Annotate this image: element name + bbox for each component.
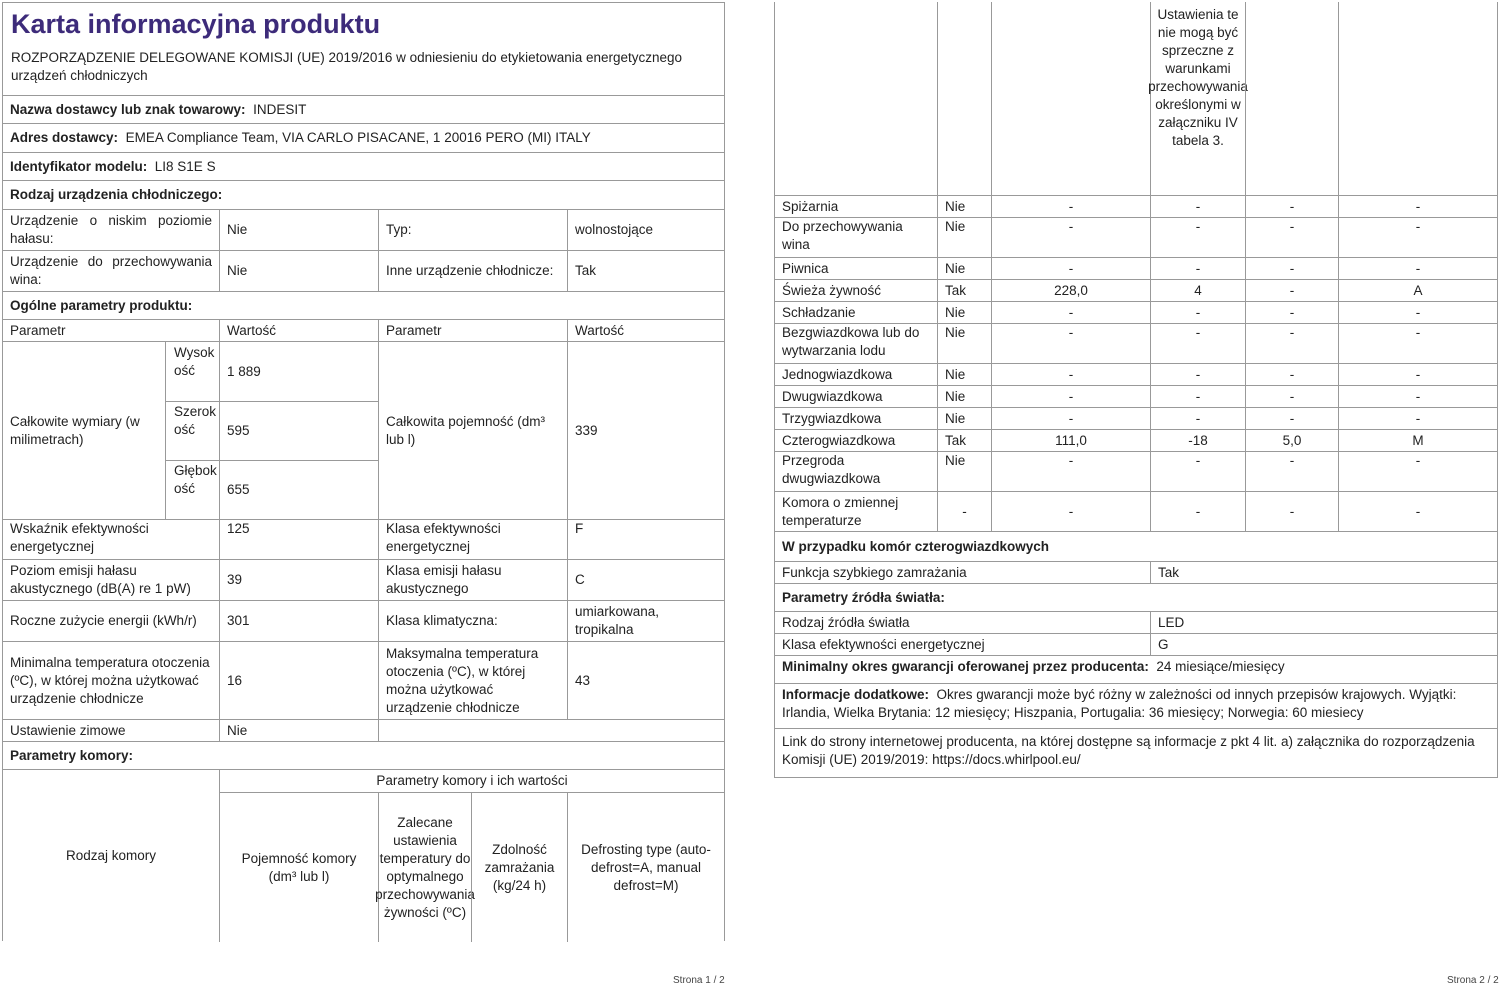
- noise-label: Poziom emisji hałasu akustycznego (dB(A) re 1 pW): [10, 563, 191, 596]
- light-type-value: LED: [1150, 612, 1497, 633]
- warranty-row: [775, 655, 1497, 683]
- compartment-temp: -: [1150, 364, 1245, 385]
- compartment-name: Bezgwiazdkowa lub do wytwarzania lodu: [782, 325, 920, 358]
- compartment-volume: 111,0: [991, 430, 1150, 451]
- fast-freeze-value: Tak: [1150, 562, 1497, 583]
- compartment-name: Piwnica: [782, 260, 829, 276]
- light-type-label: Rodzaj źródła światła: [782, 614, 910, 630]
- compartment-temp: -: [1150, 408, 1245, 429]
- param-header-row: [3, 319, 724, 341]
- climate-label: Klasa klimatyczna:: [378, 601, 567, 641]
- compartment-volume: -: [991, 492, 1150, 531]
- noise-class-label: Klasa emisji hałasu akustycznego: [378, 560, 567, 600]
- comp-type-header: Rodzaj komory: [65, 848, 157, 863]
- noise-class-value: C: [567, 560, 724, 600]
- width-label: Szerokość: [165, 401, 219, 460]
- eclass-value: F: [567, 520, 724, 559]
- compartment-present: Nie: [937, 364, 991, 385]
- compartment-present: Nie: [937, 408, 991, 429]
- compartment-temp: -: [1150, 492, 1245, 531]
- compartment-defrost: -: [1338, 364, 1497, 385]
- compartment-temp: -18: [1150, 430, 1245, 451]
- compartment-temp: -: [1150, 258, 1245, 279]
- compartment-freeze: -: [1245, 302, 1338, 323]
- temp-row: [3, 641, 724, 719]
- warranty-label: Minimalny okres gwarancji oferowanej przez producenta:: [782, 659, 1149, 674]
- climate-value: umiarkowana, tropikalna: [567, 601, 724, 641]
- manufacturer-link[interactable]: Link do strony internetowej producenta, na której dostępne są informacje z pkt 4 lit. a) załącznika do rozporządzenia Komisji (UE) 2019/2019: https://docs.whirlpool.eu/: [782, 734, 1475, 767]
- model-value: LI8 S1E S: [154, 158, 216, 174]
- compartment-present: Tak: [937, 430, 991, 451]
- dimensions-label: Całkowite wymiary (w milimetrach): [10, 413, 140, 447]
- compartment-volume: -: [991, 408, 1150, 429]
- compartment-row: [775, 491, 1497, 531]
- compartment-row: [775, 279, 1497, 301]
- compartment-freeze: -: [1245, 324, 1338, 363]
- compartment-defrost: -: [1338, 408, 1497, 429]
- compartment-freeze: -: [1245, 492, 1338, 531]
- comp-group-header: Parametry komory i ich wartości: [219, 770, 724, 792]
- compartment-defrost: -: [1338, 302, 1497, 323]
- temp-note: Ustawienia te nie mogą być sprzeczne z warunkami przechowywania określonymi w załączniku IV tabela 3.: [1150, 2, 1245, 195]
- wine-label: Urządzenie do przechowywania wina:: [10, 254, 212, 287]
- four-star-heading: W przypadku komór czterogwiazdkowych: [782, 538, 1050, 554]
- eei-value: 125: [219, 520, 378, 559]
- compartment-row: [775, 363, 1497, 385]
- compartment-row: [775, 217, 1497, 257]
- compartment-volume: -: [991, 302, 1150, 323]
- param-header: Parametr: [10, 322, 66, 338]
- link-row: [775, 728, 1497, 778]
- min-temp-label: Minimalna temperatura otoczenia (ºC), w której można użytkować urządzenie chłodnicze: [10, 654, 210, 706]
- comp-defrost-header: Defrosting type (auto-defrost=A, manual defrost=M): [567, 793, 724, 942]
- energy-label: Roczne zużycie energii (kWh/r): [10, 613, 197, 628]
- light-type-row: [775, 611, 1497, 633]
- fast-freeze-label: Funkcja szybkiego zamrażania: [782, 564, 967, 580]
- type-heading: Rodzaj urządzenia chłodniczego:: [10, 187, 223, 202]
- compartment-volume: -: [991, 218, 1150, 257]
- param-header-2: Parametr: [378, 320, 567, 341]
- compartment-name: Przegroda dwugwiazdkowa: [782, 453, 881, 486]
- low-noise-row: [3, 209, 724, 250]
- type-heading-row: [3, 180, 724, 209]
- compartment-present: Nie: [937, 196, 991, 217]
- compartment-name: Trzygwiazdkowa: [782, 410, 882, 426]
- compartment-temp: -: [1150, 386, 1245, 407]
- compartment-defrost: M: [1338, 430, 1497, 451]
- compartment-defrost: -: [1338, 258, 1497, 279]
- compartment-row: [775, 429, 1497, 451]
- compartment-row: [775, 407, 1497, 429]
- light-class-label: Klasa efektywności energetycznej: [782, 636, 985, 652]
- value-header-2: Wartość: [567, 320, 724, 341]
- height-value: 1 889: [219, 342, 378, 401]
- model-label: Identyfikator modelu:: [10, 158, 148, 174]
- light-heading-row: [775, 583, 1497, 611]
- comp-header-block: [3, 769, 724, 942]
- model-row: [3, 152, 724, 180]
- wine-value: Nie: [219, 251, 378, 291]
- eclass-label: Klasa efektywności energetycznej: [378, 520, 567, 559]
- compartment-temp: -: [1150, 196, 1245, 217]
- compartment-name: Czterogwiazdkowa: [782, 432, 896, 448]
- regulation-text: ROZPORZĄDZENIE DELEGOWANE KOMISJI (UE) 2019/2016 w odniesieniu do etykietowania energetycznego urządzeń chłodniczych: [11, 50, 683, 83]
- compartment-row: [775, 257, 1497, 279]
- general-heading: Ogólne parametry produktu:: [10, 297, 193, 313]
- winter-label: Ustawienie zimowe: [10, 722, 126, 738]
- compartment-volume: -: [991, 324, 1150, 363]
- typ-label: Typ:: [378, 210, 567, 250]
- compartment-name: Spiżarnia: [782, 198, 839, 214]
- compartment-temp: -: [1150, 324, 1245, 363]
- address-label: Adres dostawcy:: [10, 130, 119, 145]
- max-temp-label: Maksymalna temperatura otoczenia (ºC), w której można użytkować urządzenie chłodnicze: [378, 642, 567, 719]
- compartment-defrost: -: [1338, 324, 1497, 363]
- compartment-volume: -: [991, 258, 1150, 279]
- compartment-freeze: -: [1245, 218, 1338, 257]
- max-temp-value: 43: [567, 642, 724, 719]
- supplier-value: INDESIT: [253, 101, 307, 117]
- address-value: EMEA Compliance Team, VIA CARLO PISACANE, 1 20016 PERO (MI) ITALY: [125, 130, 591, 145]
- low-noise-value: Nie: [219, 210, 378, 250]
- compartment-present: Nie: [937, 452, 991, 491]
- typ-value: wolnostojące: [567, 210, 724, 250]
- min-temp-value: 16: [219, 642, 378, 719]
- info-value: Okres gwarancji może być różny w zależności od innych przepisów krajowych. Wyjątki: Irlandia, Wielka Brytania: 12 miesięcy; Hiszpania, Portugalia: 36 miesięcy; Norwegia: 60 miesiecy: [782, 687, 1457, 720]
- page-1: [2, 2, 725, 941]
- wine-row: [3, 250, 724, 291]
- compartment-present: Nie: [937, 258, 991, 279]
- compartment-row: [775, 451, 1497, 491]
- eei-label: Wskaźnik efektywności energetycznej: [10, 521, 149, 554]
- compartment-defrost: -: [1338, 492, 1497, 531]
- comp-heading-row: [3, 741, 724, 769]
- compartment-name: Dwugwiazdkowa: [782, 388, 883, 404]
- four-star-heading-row: [775, 531, 1497, 561]
- compartment-present: Nie: [937, 324, 991, 363]
- compartment-name: Komora o zmiennej temperaturze: [782, 494, 899, 528]
- compartment-name: Świeża żywność: [782, 282, 882, 298]
- compartment-present: Tak: [937, 280, 991, 301]
- compartment-freeze: -: [1245, 364, 1338, 385]
- compartment-temp: -: [1150, 452, 1245, 491]
- compartment-present: -: [937, 492, 991, 531]
- compartment-present: Nie: [937, 218, 991, 257]
- page-title: Karta informacyjna produktu: [11, 9, 381, 39]
- supplier-row: [3, 95, 724, 123]
- info-row: [775, 683, 1497, 728]
- general-heading-row: [3, 291, 724, 319]
- page-number-1: Strona 1 / 2: [673, 975, 725, 986]
- compartment-freeze: -: [1245, 386, 1338, 407]
- capacity-label: Całkowita pojemność (dm³ lub l): [378, 342, 567, 519]
- compartment-name: Schładzanie: [782, 304, 856, 320]
- compartment-name: Do przechowywania wina: [782, 219, 903, 252]
- low-noise-label: Urządzenie o niskim poziomie hałasu:: [10, 213, 212, 246]
- compartment-freeze: -: [1245, 452, 1338, 491]
- height-label: Wysokość: [165, 342, 219, 401]
- value-header: Wartość: [219, 320, 378, 341]
- compartment-row: [775, 385, 1497, 407]
- compartment-row: [775, 323, 1497, 363]
- light-class-value: G: [1150, 634, 1497, 655]
- noise-row: [3, 559, 724, 600]
- compartment-present: Nie: [937, 386, 991, 407]
- winter-row: [3, 719, 724, 741]
- page-number-2: Strona 2 / 2: [1447, 975, 1499, 986]
- compartment-freeze: -: [1245, 280, 1338, 301]
- light-heading: Parametry źródła światła:: [782, 589, 945, 605]
- other-value: Tak: [567, 251, 724, 291]
- warranty-value: 24 miesiące/miesięcy: [1156, 659, 1285, 674]
- address-row: [3, 123, 724, 152]
- compartment-name: Jednogwiazdkowa: [782, 366, 893, 382]
- depth-label: Głębokość: [165, 460, 219, 520]
- compartment-freeze: -: [1245, 408, 1338, 429]
- right-top-row: [775, 2, 1497, 195]
- noise-value: 39: [219, 560, 378, 600]
- width-value: 595: [219, 401, 378, 460]
- comp-freeze-header: Zdolność zamrażania (kg/24 h): [471, 793, 567, 942]
- depth-value: 655: [219, 460, 378, 520]
- compartment-row: [775, 301, 1497, 323]
- compartment-volume: -: [991, 452, 1150, 491]
- compartment-freeze: 5,0: [1245, 430, 1338, 451]
- comp-volume-header: Pojemność komory (dm³ lub l): [219, 793, 378, 942]
- compartment-row: [775, 195, 1497, 217]
- info-label: Informacje dodatkowe:: [782, 687, 930, 702]
- compartment-volume: -: [991, 196, 1150, 217]
- compartment-present: Nie: [937, 302, 991, 323]
- winter-value: Nie: [219, 720, 378, 741]
- light-class-row: [775, 633, 1497, 655]
- supplier-label: Nazwa dostawcy lub znak towarowy:: [10, 101, 246, 117]
- compartment-defrost: -: [1338, 196, 1497, 217]
- compartment-defrost: -: [1338, 452, 1497, 491]
- comp-temp-header: Zalecane ustawienia temperatury do optymalnego przechowywania żywności (ºC): [378, 793, 471, 942]
- comp-heading: Parametry komory:: [10, 747, 134, 763]
- other-label: Inne urządzenie chłodnicze:: [386, 263, 554, 278]
- eei-row: [3, 519, 724, 559]
- compartment-temp: -: [1150, 302, 1245, 323]
- energy-row: [3, 600, 724, 641]
- compartment-volume: -: [991, 364, 1150, 385]
- compartment-defrost: A: [1338, 280, 1497, 301]
- compartment-defrost: -: [1338, 386, 1497, 407]
- compartment-freeze: -: [1245, 196, 1338, 217]
- fast-freeze-row: [775, 561, 1497, 583]
- compartment-temp: 4: [1150, 280, 1245, 301]
- compartment-freeze: -: [1245, 258, 1338, 279]
- capacity-value: 339: [567, 342, 724, 519]
- compartment-volume: 228,0: [991, 280, 1150, 301]
- compartment-temp: -: [1150, 218, 1245, 257]
- compartment-defrost: -: [1338, 218, 1497, 257]
- dimensions-block: [3, 341, 724, 519]
- compartment-volume: -: [991, 386, 1150, 407]
- energy-value: 301: [219, 601, 378, 641]
